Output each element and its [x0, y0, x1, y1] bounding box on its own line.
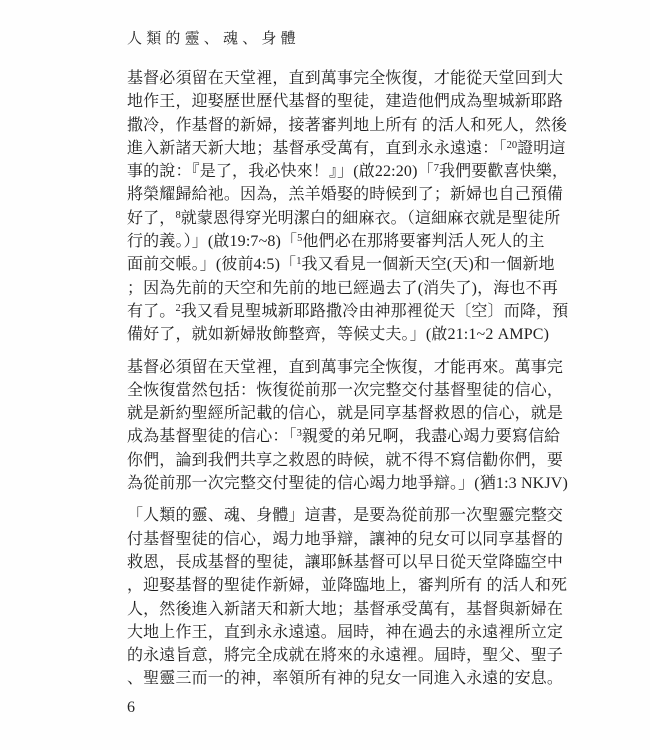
text-line — [127, 90, 564, 113]
text-segment: ，迎娶基督的聖徒作新婦，並降臨地上，審判所有 的活人和死 — [127, 577, 568, 595]
text-segment: 親愛的弟兄啊，我盡心竭力要寫信給 — [301, 428, 561, 446]
text-segment: 地作王，迎娶歷世歷代基督的聖徒，建造他們成為聖城新耶路 — [127, 93, 564, 111]
text-line — [127, 644, 564, 667]
text-line — [127, 379, 564, 402]
text-line — [127, 425, 561, 448]
text-segment: 有了。 — [127, 302, 176, 320]
paragraph — [127, 356, 568, 496]
verse-number: 3 — [296, 428, 302, 440]
text-segment: 他們必在那將要審判活人死人的主 — [302, 233, 545, 251]
running-header: 人類的靈、魂、身體 — [127, 31, 300, 47]
text-line — [127, 253, 555, 276]
verse-number: 5 — [297, 233, 303, 245]
text-segment: 好了， — [127, 209, 176, 227]
body-text — [127, 67, 569, 700]
text-line — [127, 402, 564, 425]
text-line — [127, 230, 551, 253]
text-line — [127, 277, 558, 300]
verse-number: 1 — [296, 256, 302, 268]
verse-number: 20 — [506, 139, 518, 151]
text-line — [127, 551, 564, 574]
text-segment: 行的義。）」(啟19:7~8)「 — [127, 233, 298, 251]
text-segment: 、聖靈三而一的神，率領所有神的兒女一同進入永遠的安息。 — [127, 670, 564, 688]
text-line — [127, 574, 568, 597]
text-segment: 人，然後進入新諸天和新大地；基督承受萬有，基督與新婦在 — [127, 600, 564, 618]
text-line — [127, 300, 569, 323]
text-segment: 付基督聖徒的信心，竭力地爭辯，讓神的兒女可以同享基督的 — [127, 530, 564, 548]
text-segment: 撒冷，作基督的新婦，接著審判地上所有 的活人和死人，然後 — [127, 116, 568, 134]
text-segment: 基督必須留在天堂裡，直到萬事完全恢復，才能從天堂回到大 — [127, 70, 564, 87]
text-segment: 基督必須留在天堂裡，直到萬事完全恢復，才能再來。萬事完 — [127, 358, 564, 376]
verse-number: 8 — [175, 209, 181, 221]
text-segment: 我們要歡喜快樂， — [438, 163, 569, 181]
text-line — [127, 528, 564, 551]
text-line — [127, 472, 568, 495]
text-line — [127, 449, 564, 472]
text-line — [127, 598, 564, 621]
text-segment: ；因為先前的天空和先前的地已經過去了(消失了)，海也不再 — [127, 279, 558, 297]
text-line — [127, 160, 569, 183]
text-segment: 成為基督聖徒的信心：「 — [127, 428, 297, 446]
text-line — [127, 621, 564, 644]
text-segment: 進入新諸天新大地；基督承受萬有，直到永永遠遠：「 — [127, 139, 507, 157]
paragraph — [127, 67, 569, 347]
text-line — [127, 137, 566, 160]
text-line — [127, 667, 564, 690]
text-segment: 為從前那一次完整交付聖徒的信心竭力地爭辯。」(猶1:3 NKJV) — [127, 475, 568, 493]
text-line — [127, 323, 551, 346]
text-segment: 你們，論到我們共享之救恩的時候，就不得不寫信勸你們，要 — [127, 451, 564, 469]
text-line — [127, 114, 568, 137]
text-line — [127, 67, 564, 90]
text-segment: 的永遠旨意，將完全成就在將來的永遠裡。屆時，聖父、聖子 — [127, 647, 564, 665]
text-segment: 就是新約聖經所記載的信心，就是同享基督救恩的信心，就是 — [127, 405, 564, 423]
text-line — [127, 356, 564, 379]
verse-number: 7 — [433, 163, 439, 175]
text-segment: 「人類的靈、魂、身體」這書，是要為從前那一次聖靈完整交 — [127, 507, 564, 525]
text-segment: 我又看見一個新天空(天)和一個新地 — [301, 256, 555, 274]
text-line — [127, 504, 564, 527]
text-segment: 就蒙恩得穿光明潔白的細麻衣。（這細麻衣就是聖徒所 — [180, 209, 561, 227]
text-segment: 將榮耀歸給祂。因為，羔羊婚娶的時候到了；新婦也自己預備 — [127, 186, 564, 204]
verse-number: 2 — [175, 302, 181, 314]
text-line — [127, 207, 561, 230]
text-segment: 我又看見聖城新耶路撒冷由神那裡從天〔空〕而降，預 — [180, 302, 569, 320]
text-segment: 大地上作王，直到永永遠遠。屆時，神在過去的永遠裡所立定 — [127, 623, 564, 641]
paragraph — [127, 504, 568, 690]
text-segment: 證明這 — [517, 139, 566, 157]
text-segment: 事的說：『是了，我必快來！』」(啟22:20)「 — [127, 163, 434, 181]
text-segment: 全恢復當然包括：恢復從前那一次完整交付基督聖徒的信心， — [127, 381, 564, 399]
text-segment: 面前交帳。」(彼前4:5)「 — [127, 256, 297, 274]
text-segment: 備好了，就如新婦妝飾整齊，等候丈夫。」(啟21:1~2 AMPC) — [127, 326, 550, 344]
page-number: 6 — [127, 699, 135, 716]
text-line — [127, 183, 564, 206]
text-segment: 救恩，長成基督的聖徒，讓耶穌基督可以早日從天堂降臨空中 — [127, 553, 564, 571]
